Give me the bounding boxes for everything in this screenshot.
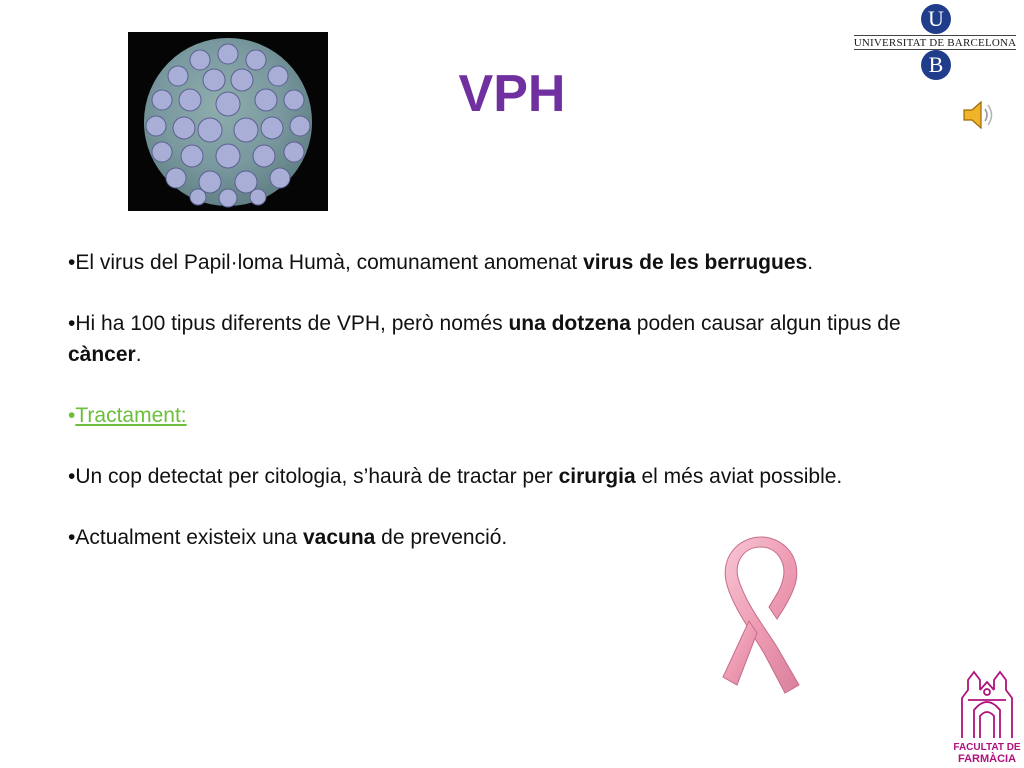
bullet-emphasis: una dotzena	[508, 312, 631, 335]
bullet-text: el més aviat possible.	[635, 465, 843, 488]
treatment-link[interactable]: Tractament:	[75, 404, 187, 427]
bullet-emphasis: càncer	[68, 343, 136, 366]
bullet-text: •Hi ha 100 tipus diferents de VPH, però només	[68, 312, 509, 335]
faculty-logo	[950, 668, 1024, 768]
pink-ribbon-image	[703, 535, 819, 707]
ub-name: UNIVERSITAT DE BARCELONA	[853, 37, 1017, 49]
bullet-list	[68, 247, 968, 583]
bullet-item	[68, 247, 968, 278]
bullet-item	[68, 308, 968, 370]
bullet-text: •El virus del Papil·loma Humà, comunament anomenat	[68, 251, 584, 274]
bullet-item	[68, 522, 968, 553]
speaker-icon[interactable]	[962, 98, 998, 132]
faculty-line-2: FARMÀCIA	[957, 753, 1017, 765]
bullet-text: .	[807, 251, 814, 274]
virus-image	[128, 32, 328, 211]
slide-title: VPH	[458, 65, 566, 123]
faculty-emblem-icon	[950, 668, 1024, 740]
bullet-marker: •	[68, 404, 76, 427]
bullet-emphasis: virus de les berrugues	[583, 251, 808, 274]
ub-rule-top	[854, 35, 1016, 36]
bullet-emphasis: cirurgia	[558, 465, 636, 488]
ub-letter-b: B	[921, 50, 951, 80]
bullet-text: .	[135, 343, 142, 366]
bullet-text: poden causar algun tipus de	[630, 312, 901, 335]
bullet-item	[68, 400, 968, 431]
bullet-text: de prevenció.	[375, 526, 508, 549]
bullet-text: •Un cop detectat per citologia, s’haurà de tractar per	[68, 465, 559, 488]
bullet-item	[68, 461, 968, 492]
bullet-text: •Actualment existeix una	[68, 526, 303, 549]
ub-letter-u: U	[921, 4, 951, 34]
university-logo	[850, 4, 1020, 80]
bullet-emphasis: vacuna	[302, 526, 376, 549]
faculty-line-1: FACULTAT DE	[953, 742, 1021, 753]
